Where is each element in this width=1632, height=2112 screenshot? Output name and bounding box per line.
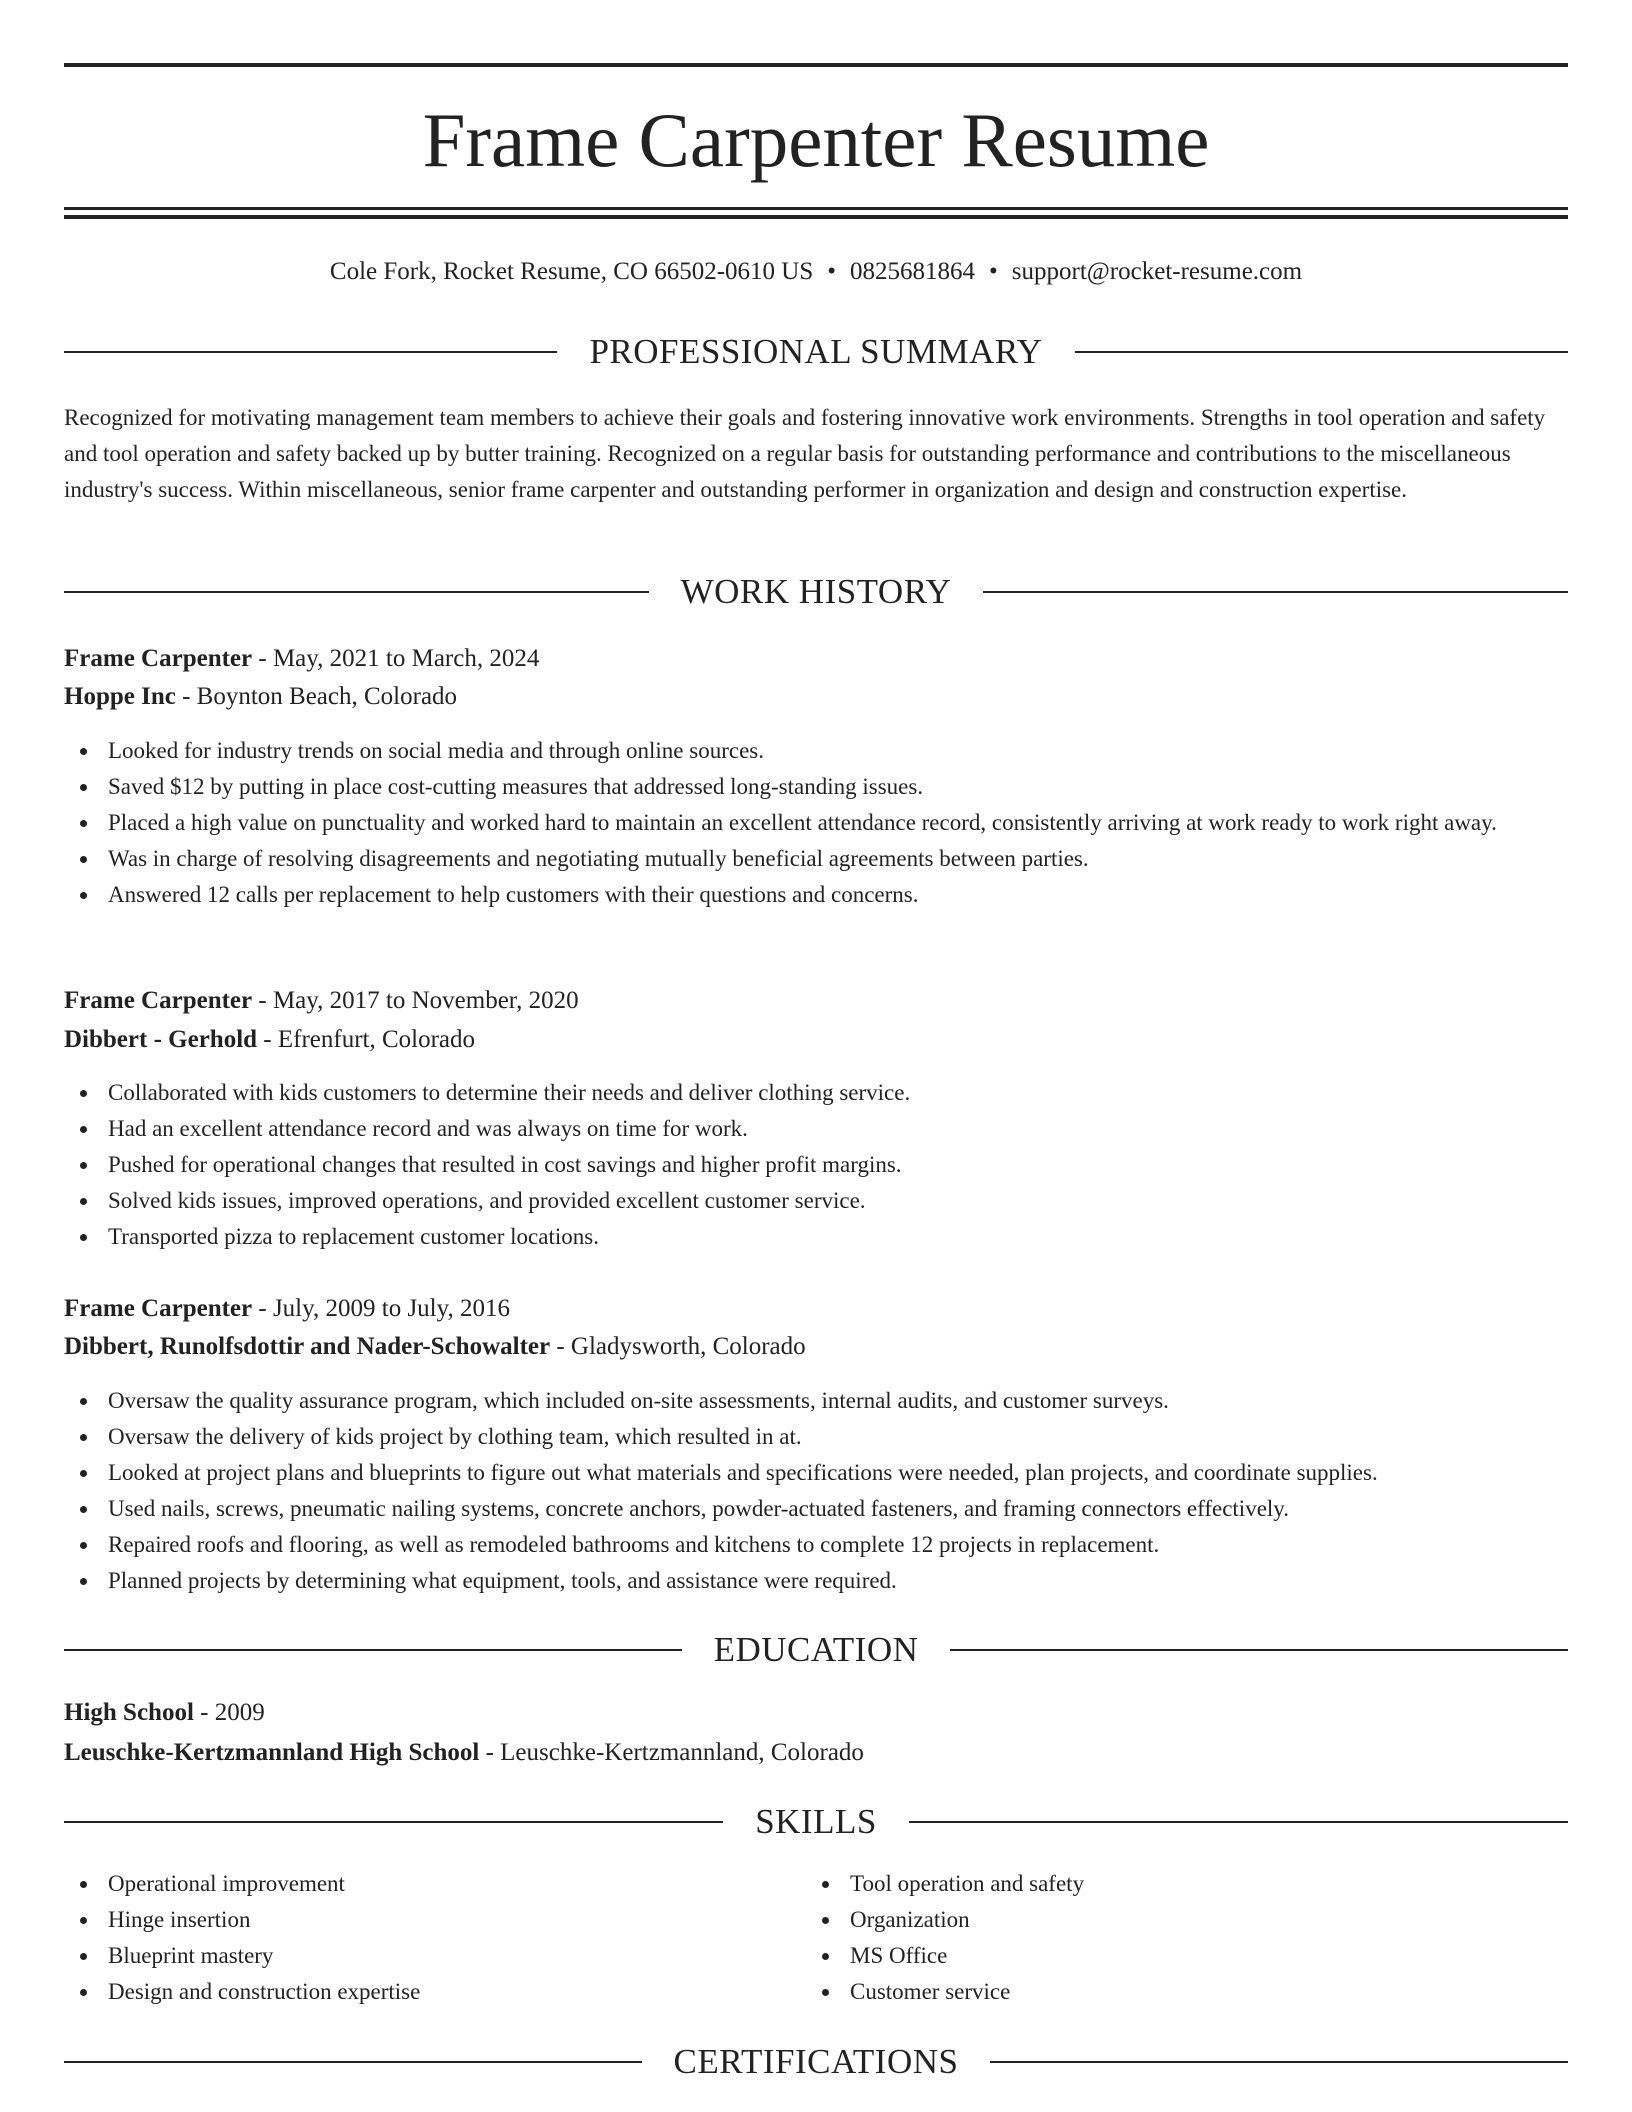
heading-rule: [1075, 351, 1568, 353]
list-item: Repaired roofs and flooring, as well as remodeled bathrooms and kitchens to complete 12 projects in replacement.: [64, 1527, 1568, 1563]
job-location: - Boynton Beach, Colorado: [175, 683, 458, 710]
contact-separator: •: [989, 258, 998, 285]
summary-text: Recognized for motivating management team members to achieve their goals and fostering innovative work environments. Strengths in tool operation and safety and tool operation and safety backed up by butter training. Recognized on a regular basis for outstanding performance and contributions to the miscellaneous industry's success. Within miscellaneous, senior frame carpenter and outstanding performer in organization and design and construction expertise.: [64, 405, 1546, 502]
education-year: - 2009: [193, 1699, 265, 1726]
section-heading-certifications: [64, 2040, 1568, 2084]
top-rule: [64, 63, 1568, 67]
job-bullets: [64, 1383, 1568, 1599]
job-title: Frame Carpenter: [64, 987, 253, 1014]
job-dates: - July, 2009 to July, 2016: [252, 1295, 510, 1322]
job-title-line: [64, 983, 1568, 1019]
skill-item: Organization: [806, 1902, 1632, 1938]
list-item: Oversaw the delivery of kids project by clothing team, which resulted in at.: [64, 1419, 1568, 1455]
job-title: Frame Carpenter: [64, 645, 253, 672]
education-school: Leuschke-Kertzmannland High School: [64, 1739, 480, 1766]
job-dates: - May, 2021 to March, 2024: [252, 645, 540, 672]
job-company: Dibbert - Gerhold: [64, 1026, 258, 1053]
list-item: Looked for industry trends on social media and through online sources.: [64, 733, 1568, 769]
heading-rule: [64, 2061, 642, 2063]
title-double-rule: [64, 207, 1568, 219]
heading-rule: [64, 1649, 682, 1651]
list-item: Collaborated with kids customers to determine their needs and deliver clothing service.: [64, 1075, 1568, 1111]
skills-list-right: [806, 1866, 1632, 2010]
list-item: Had an excellent attendance record and was always on time for work.: [64, 1111, 1568, 1147]
heading-rule: [64, 591, 649, 593]
section-title: PROFESSIONAL SUMMARY: [589, 332, 1043, 371]
skill-item: Design and construction expertise: [64, 1974, 1568, 2010]
list-item: Oversaw the quality assurance program, which included on-site assessments, internal audits, and customer surveys.: [64, 1383, 1568, 1419]
job-title: Frame Carpenter: [64, 1295, 253, 1322]
list-item: Saved $12 by putting in place cost-cutting measures that addressed long-standing issues.: [64, 769, 1568, 805]
education-degree: High School: [64, 1699, 194, 1726]
contact-separator: •: [827, 258, 837, 285]
skill-item: Customer service: [806, 1974, 1632, 2010]
list-item: Placed a high value on punctuality and worked hard to maintain an excellent attendance record, consistently arriving at work ready to work right away.: [64, 805, 1568, 841]
section-title: WORK HISTORY: [680, 572, 952, 611]
list-item: Transported pizza to replacement customer locations.: [64, 1219, 1568, 1255]
contact-phone: 0825681864: [850, 258, 976, 285]
contact-address: Cole Fork, Rocket Resume, CO 66502-0610 US: [329, 258, 814, 285]
list-item: Used nails, screws, pneumatic nailing systems, concrete anchors, powder-actuated fasteners, and framing connectors effectively.: [64, 1491, 1568, 1527]
job-bullets: [64, 733, 1568, 913]
heading-rule: [64, 351, 557, 353]
list-item: Pushed for operational changes that resulted in cost savings and higher profit margins.: [64, 1147, 1568, 1183]
skill-item: Blueprint mastery: [64, 1938, 1568, 1974]
section-title: CERTIFICATIONS: [673, 2042, 959, 2081]
job-title-line: [64, 641, 1568, 677]
skill-item: Tool operation and safety: [806, 1866, 1632, 1902]
job-title-line: [64, 1291, 1568, 1327]
section-heading-education: [64, 1628, 1568, 1672]
education-degree-line: [64, 1695, 1568, 1731]
job-company: Dibbert, Runolfsdottir and Nader-Schowalter: [64, 1333, 551, 1360]
section-heading-summary: [64, 330, 1568, 374]
heading-rule: [64, 1821, 723, 1823]
contact-line: [64, 254, 1568, 290]
section-title: SKILLS: [755, 1802, 877, 1841]
list-item: Planned projects by determining what equipment, tools, and assistance were required.: [64, 1563, 1568, 1599]
education-school-line: [64, 1735, 1568, 1771]
job-company-line: [64, 1329, 1568, 1365]
job-company: Hoppe Inc: [64, 683, 176, 710]
skill-item: Hinge insertion: [64, 1902, 1568, 1938]
section-title: EDUCATION: [713, 1630, 919, 1669]
section-heading-skills: [64, 1800, 1568, 1844]
job-company-line: [64, 1022, 1568, 1058]
job-bullets: [64, 1075, 1568, 1255]
job-company-line: [64, 679, 1568, 715]
skill-item: MS Office: [806, 1938, 1632, 1974]
list-item: Was in charge of resolving disagreements and negotiating mutually beneficial agreements between parties.: [64, 841, 1568, 877]
job-location: - Gladysworth, Colorado: [550, 1333, 806, 1360]
list-item: Answered 12 calls per replacement to help customers with their questions and concerns.: [64, 877, 1568, 913]
job-dates: - May, 2017 to November, 2020: [252, 987, 579, 1014]
education-location: - Leuschke-Kertzmannland, Colorado: [479, 1739, 864, 1766]
contact-email: support@rocket-resume.com: [1011, 258, 1303, 285]
heading-rule: [909, 1821, 1568, 1823]
resume-title: Frame Carpenter Resume: [422, 97, 1210, 183]
section-heading-work: [64, 570, 1568, 614]
skill-item: Operational improvement: [64, 1866, 1568, 1902]
heading-rule: [990, 2061, 1568, 2063]
list-item: Solved kids issues, improved operations, and provided excellent customer service.: [64, 1183, 1568, 1219]
list-item: Looked at project plans and blueprints to figure out what materials and specifications were needed, plan projects, and coordinate supplies.: [64, 1455, 1568, 1491]
heading-rule: [983, 591, 1568, 593]
job-location: - Efrenfurt, Colorado: [257, 1026, 476, 1053]
heading-rule: [950, 1649, 1568, 1651]
